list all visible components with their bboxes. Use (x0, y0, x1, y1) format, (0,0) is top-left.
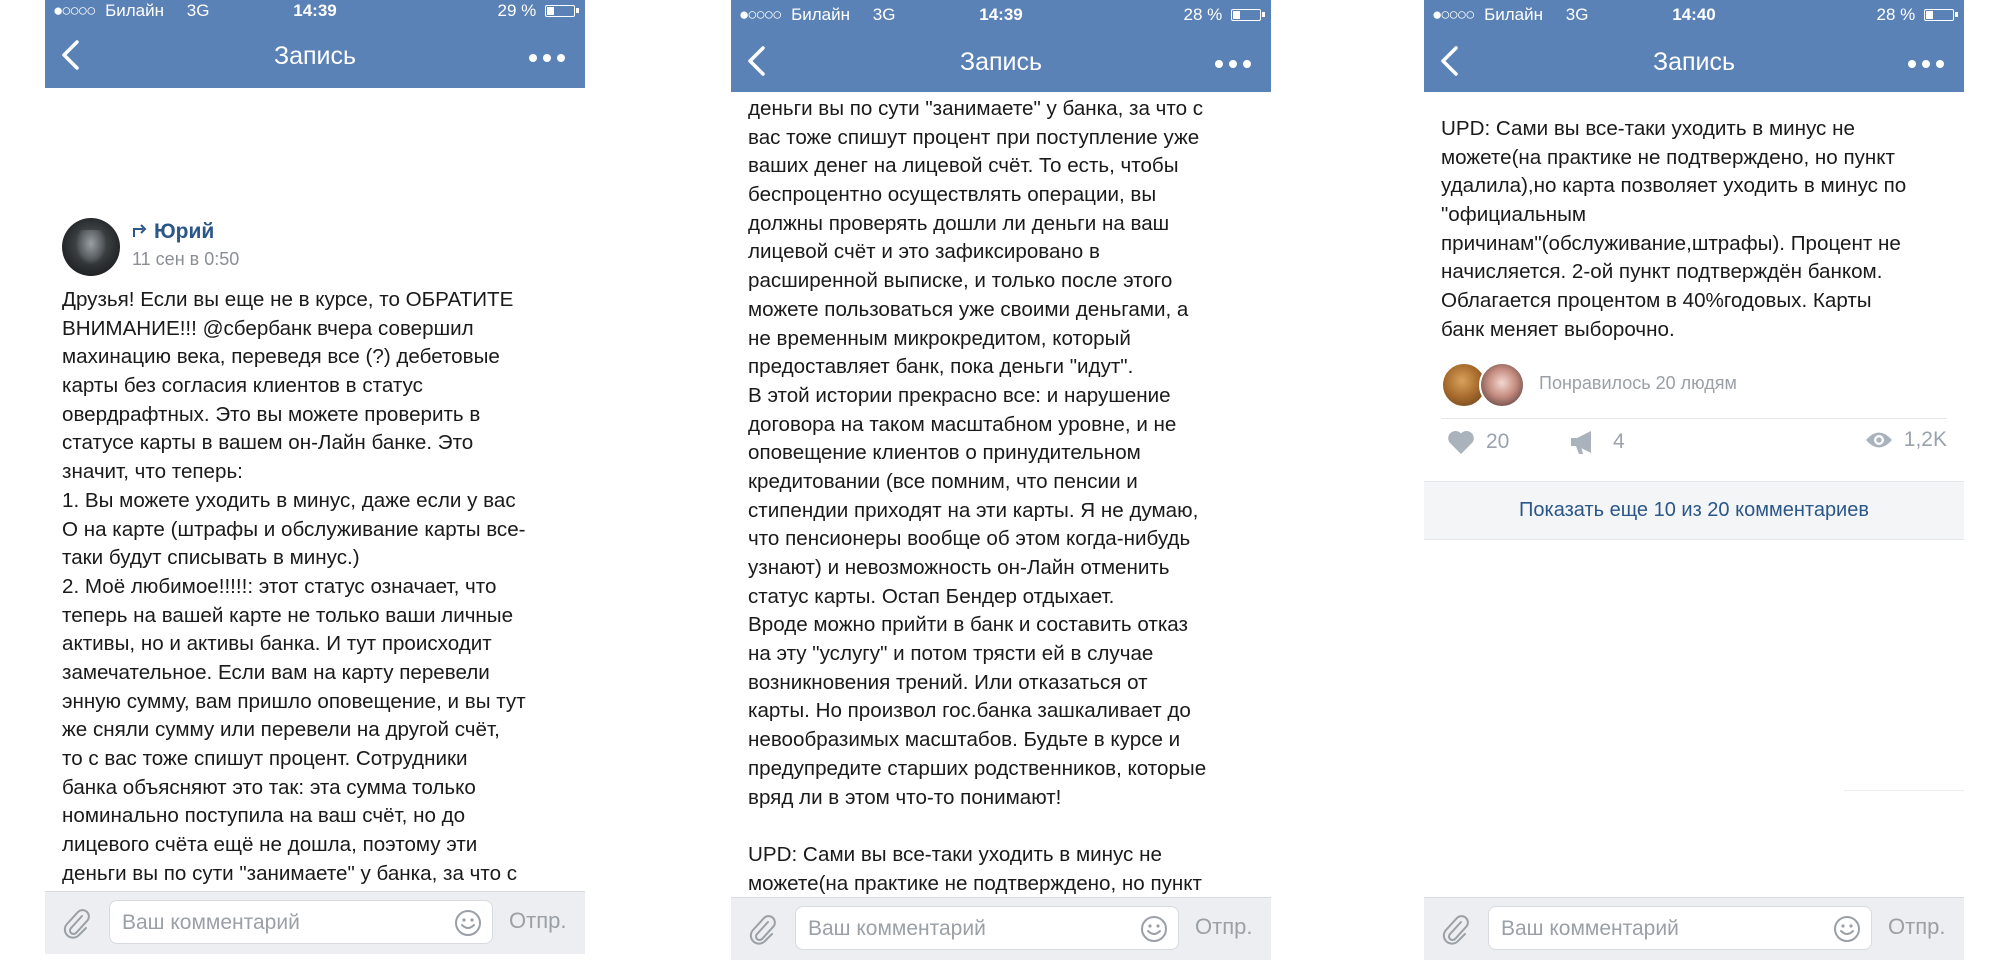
post-text-line: В этой истории прекрасно все: и нарушение (748, 383, 1171, 407)
post-text-line: карты без согласия клиентов в статус (62, 374, 423, 398)
paperclip-icon[interactable] (747, 913, 777, 945)
post-text-line: же сняли сумму или перевели на другой счёт, (62, 718, 500, 742)
share-button[interactable] (1569, 428, 1625, 468)
battery-percent: 29 % (497, 1, 537, 20)
battery-fill (1233, 11, 1240, 19)
post-text-line: О на карте (штрафы и обслуживание карты все- (62, 517, 526, 541)
post-text-line: значит, что теперь: (62, 460, 243, 484)
author-name: Юрий (154, 220, 215, 243)
post-author[interactable] (132, 220, 214, 244)
post-header (62, 218, 562, 280)
like-button[interactable] (1446, 428, 1509, 468)
comment-bar (45, 891, 585, 954)
clock: 14:40 (1672, 5, 1716, 24)
eye-icon (1864, 429, 1894, 451)
divider (1441, 418, 1947, 419)
divider (1844, 790, 1964, 791)
post-text-line: вас тоже спишут процент при поступление уже (748, 125, 1200, 149)
network-type: 3G (1565, 5, 1589, 24)
post-actions (1441, 428, 1947, 474)
battery-icon (545, 5, 575, 17)
post-text-line: таки будут списывать в минус.) (62, 546, 360, 570)
post-text-line: вряд ли в этом что-то понимают! (748, 785, 1062, 809)
clock: 14:39 (293, 1, 337, 20)
post-text-line: ваших денег на лицевой счёт. То есть, чтобы (748, 154, 1179, 178)
screen-1 (45, 0, 585, 960)
comment-field (795, 906, 1179, 950)
post-text-line: номинально поступила на ваш счёт, но до (62, 804, 466, 828)
post-text-line: статусе карты в вашем он-Лайн банке. Это (62, 431, 474, 455)
post-text-line: банка объясняют это так: эта сумма только (62, 775, 476, 799)
send-button[interactable]: Отпр. (1195, 914, 1253, 939)
post-text-line: деньги вы по сути "занимаете" у банка, за что с (748, 97, 1204, 120)
post-text-line: Вроде можно прийти в банк и составить отказ (748, 613, 1188, 637)
post-text-line: замечательное. Если вам на карту перевели (62, 660, 490, 684)
post-text-line: договора на таком масштабном уровне, и не (748, 412, 1177, 436)
clock: 14:39 (979, 5, 1023, 24)
avatar (1479, 362, 1525, 408)
post-text-line: UPD: Сами вы все-таки уходить в минус не (1441, 117, 1855, 140)
post-text-line: Друзья! Если вы еще не в курсе, то ОБРАТИТЕ (62, 288, 514, 311)
battery-fill (547, 7, 554, 15)
post-text-line: лицевого счёта ещё не дошла, поэтому эти (62, 833, 478, 857)
network-type: 3G (872, 5, 896, 24)
post-text-line: ВНИМАНИЕ!!! @сбербанк вчера совершил (62, 316, 474, 340)
comment-field (1488, 906, 1872, 950)
status-bar (45, 0, 585, 24)
send-button[interactable]: Отпр. (1888, 914, 1946, 939)
post-text (62, 286, 526, 888)
post-text-line: кредитовании (все помним, что пенсии и (748, 469, 1138, 493)
share-count: 4 (1613, 430, 1625, 453)
battery-icon (1231, 9, 1261, 21)
battery-icon (1924, 9, 1954, 21)
post-text-line: на эту "услугу" и потом трясти ей в случае (748, 642, 1154, 666)
post-text-line: можете пользоваться уже своими деньгами, а (748, 297, 1189, 321)
more-dots-icon[interactable] (529, 54, 565, 62)
comment-input[interactable] (120, 907, 444, 939)
smile-icon[interactable] (1140, 915, 1168, 943)
post-text-line: банк меняет выборочно. (1441, 317, 1675, 341)
post-text-line: лицевой счёт и это зафиксировано в (748, 240, 1100, 264)
post-text-line: овердрафтных. Это вы можете проверить в (62, 402, 481, 426)
signal-indicator: ●○○○○ (53, 1, 95, 20)
more-dots-icon[interactable] (1215, 60, 1251, 68)
post-text-line: начисляется. 2-ой пункт подтверждён банком. (1441, 260, 1883, 284)
comment-field (109, 900, 493, 944)
battery-percent: 28 % (1876, 5, 1916, 24)
more-dots-icon[interactable] (1908, 60, 1944, 68)
post-text-line: статус карты. Остап Бендер отдыхает. (748, 584, 1115, 608)
screen-2 (731, 0, 1271, 960)
post-text-line: предоставляет банк, пока деньги "идут". (748, 355, 1134, 379)
post-text-line: можете(на практике не подтверждено, но пункт (1441, 145, 1895, 169)
post-text-line: UPD: Сами вы все-таки уходить в минус не (748, 842, 1162, 866)
battery-percent: 28 % (1183, 5, 1223, 24)
post-text-line: узнают) и невозможность он-Лайн отменить (748, 556, 1170, 579)
nav-bar (45, 24, 585, 88)
show-more-comments-button[interactable]: Показать еще 10 из 20 комментариев (1424, 481, 1964, 540)
post-text-line: не временным микрокредитом, который (748, 326, 1131, 350)
post-text-line: энную сумму, вам пришло оповещение, и вы тут (62, 689, 526, 713)
post-text-line: предупредите старших родственников, которые (748, 756, 1207, 780)
post-text-line: оповещение клиентов о принудительном (748, 441, 1141, 465)
comment-input[interactable] (806, 913, 1130, 945)
signal-indicator: ●○○○○ (739, 5, 781, 24)
post-text-line: должны проверять дошли ли деньги на ваш (748, 211, 1170, 235)
post-text-line: деньги вы по сути "занимаете" у банка, за что с (62, 861, 518, 885)
post-text-line: теперь на вашей карте не только ваши личные (62, 603, 514, 627)
views-count: 1,2K (1903, 428, 1947, 452)
post-text-line: 2. Моё любимое!!!!!: этот статус означает, что (62, 574, 497, 598)
post-text-line: то с вас тоже спишут процент. Сотрудники (62, 747, 468, 770)
heart-icon (1446, 428, 1476, 456)
page-title: Запись (273, 42, 357, 70)
post-text-line: Облагается процентом в 40%годовых. Карты (1441, 289, 1872, 313)
likers-row[interactable] (1441, 362, 1941, 406)
post-text-line: активы, но и активы банка. И тут происходит (62, 632, 492, 656)
post-text-line: "официальным (1441, 203, 1587, 227)
post-text-line: 1. Вы можете уходить в минус, даже если у вас (62, 488, 516, 512)
post-text-line: причинам"(обслуживание,штрафы). Процент не (1441, 231, 1901, 255)
smile-icon[interactable] (1833, 915, 1861, 943)
page-title: Запись (959, 48, 1043, 76)
liked-by-text: Понравилось 20 людям (1539, 373, 1737, 393)
post-text-line: что пенсионеры вообще об этом когда-нибудь (748, 527, 1191, 551)
paperclip-icon[interactable] (61, 907, 91, 939)
comment-bar (731, 897, 1271, 960)
post-text-line: удалила),но карта позволяет уходить в минус по (1441, 174, 1907, 198)
carrier-name: Билайн (1484, 5, 1543, 24)
post-date: 11 сен в 0:50 (132, 249, 240, 269)
carrier-name: Билайн (791, 5, 850, 24)
post-text-line: можете(на практике не подтверждено, но пункт (748, 871, 1202, 895)
page-title: Запись (1652, 48, 1736, 76)
status-bar (1424, 0, 1964, 30)
post-text-line: невообразимых масштабов. Будьте в курсе и (748, 728, 1181, 752)
avatar[interactable] (62, 218, 120, 276)
post-text-line: карты. Но произвол гос.банка зашкаливает до (748, 699, 1191, 723)
repost-icon (132, 224, 148, 238)
battery-fill (1926, 11, 1933, 19)
screen-3 (1424, 0, 1964, 960)
send-button[interactable]: Отпр. (509, 908, 567, 933)
carrier-name: Билайн (105, 1, 164, 20)
network-type: 3G (186, 1, 210, 20)
comment-input[interactable] (1499, 913, 1823, 945)
paperclip-icon[interactable] (1440, 913, 1470, 945)
comment-bar (1424, 897, 1964, 960)
post-text-line: возникновения трений. Или отказаться от (748, 670, 1148, 694)
post-text-line: беспроцентно осуществлять операции, вы (748, 183, 1157, 207)
post-text-line (748, 812, 1206, 841)
post-text (748, 95, 1206, 898)
like-count: 20 (1486, 430, 1510, 453)
nav-bar (1424, 30, 1964, 92)
megaphone-icon (1569, 428, 1597, 456)
post-text-line: махинацию века, переведя все (?) дебетовые (62, 345, 500, 369)
status-bar (731, 0, 1271, 30)
nav-bar (731, 30, 1271, 92)
signal-indicator: ●○○○○ (1432, 5, 1474, 24)
post-text-line: расширенной выписке, и только после этого (748, 269, 1173, 293)
post-text-line: стипендии приходят на эти карты. Я не думаю, (748, 498, 1199, 522)
smile-icon[interactable] (454, 909, 482, 937)
post-text (1441, 115, 1906, 345)
views-counter (1864, 428, 1947, 468)
